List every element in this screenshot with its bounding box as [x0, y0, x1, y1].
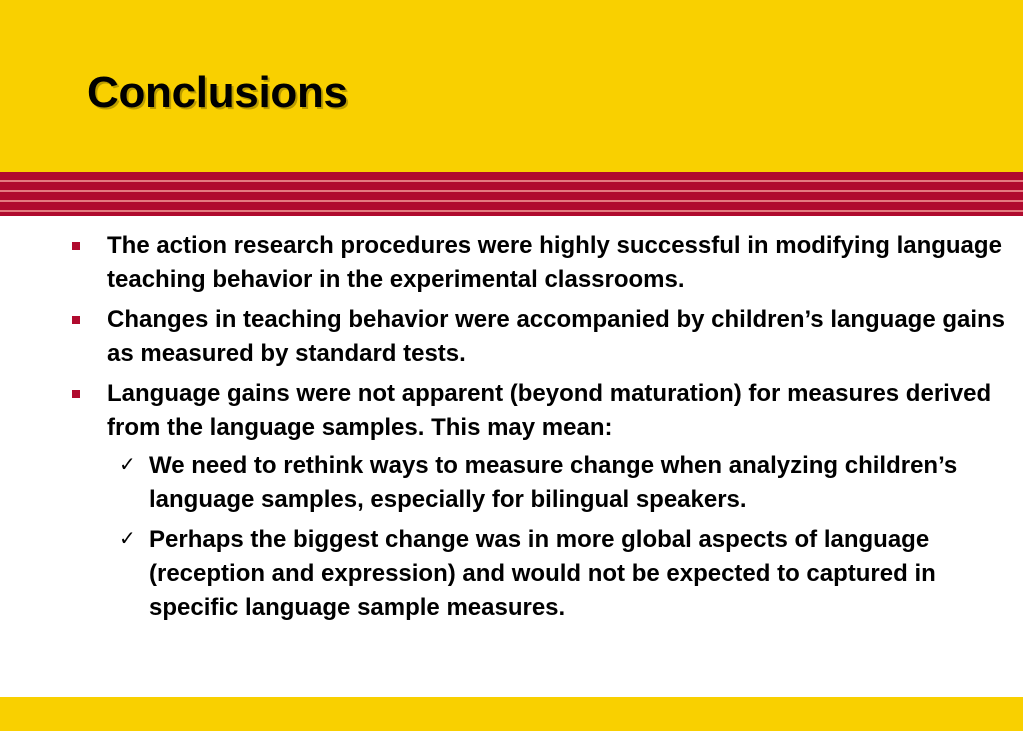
sub-bullet-text: We need to rethink ways to measure change when analyzing children’s language samples, especially for bilingual speakers.: [149, 452, 958, 513]
square-bullet-icon: [72, 242, 80, 250]
bullet-item: [70, 377, 1010, 625]
bullet-item: [70, 229, 1010, 297]
sub-bullet-item: [107, 449, 1010, 517]
checkmark-icon: ✓: [119, 452, 136, 476]
square-bullet-icon: [72, 390, 80, 398]
slide-title: Conclusions: [87, 68, 348, 117]
bullet-text: Changes in teaching behavior were accompanied by children’s language gains as measured by standard tests.: [107, 306, 1006, 367]
footer-band: [0, 697, 1023, 731]
bullet-list: [70, 229, 1010, 625]
checkmark-icon: ✓: [119, 526, 136, 550]
bullet-item: [70, 303, 1010, 371]
decorative-stripes: [0, 172, 1023, 216]
sub-bullet-list: [107, 449, 1010, 625]
sub-bullet-item: [107, 523, 1010, 625]
sub-bullet-text: Perhaps the biggest change was in more global aspects of language (reception and expression) and would not be expected to captured in specific language sample measures.: [149, 526, 936, 621]
square-bullet-icon: [72, 316, 80, 324]
slide-content: [70, 229, 1010, 631]
bullet-text: The action research procedures were highly successful in modifying language teaching behavior in the experimental classrooms.: [107, 232, 1002, 293]
bullet-text: Language gains were not apparent (beyond maturation) for measures derived from the language samples. This may mean:: [107, 380, 992, 441]
